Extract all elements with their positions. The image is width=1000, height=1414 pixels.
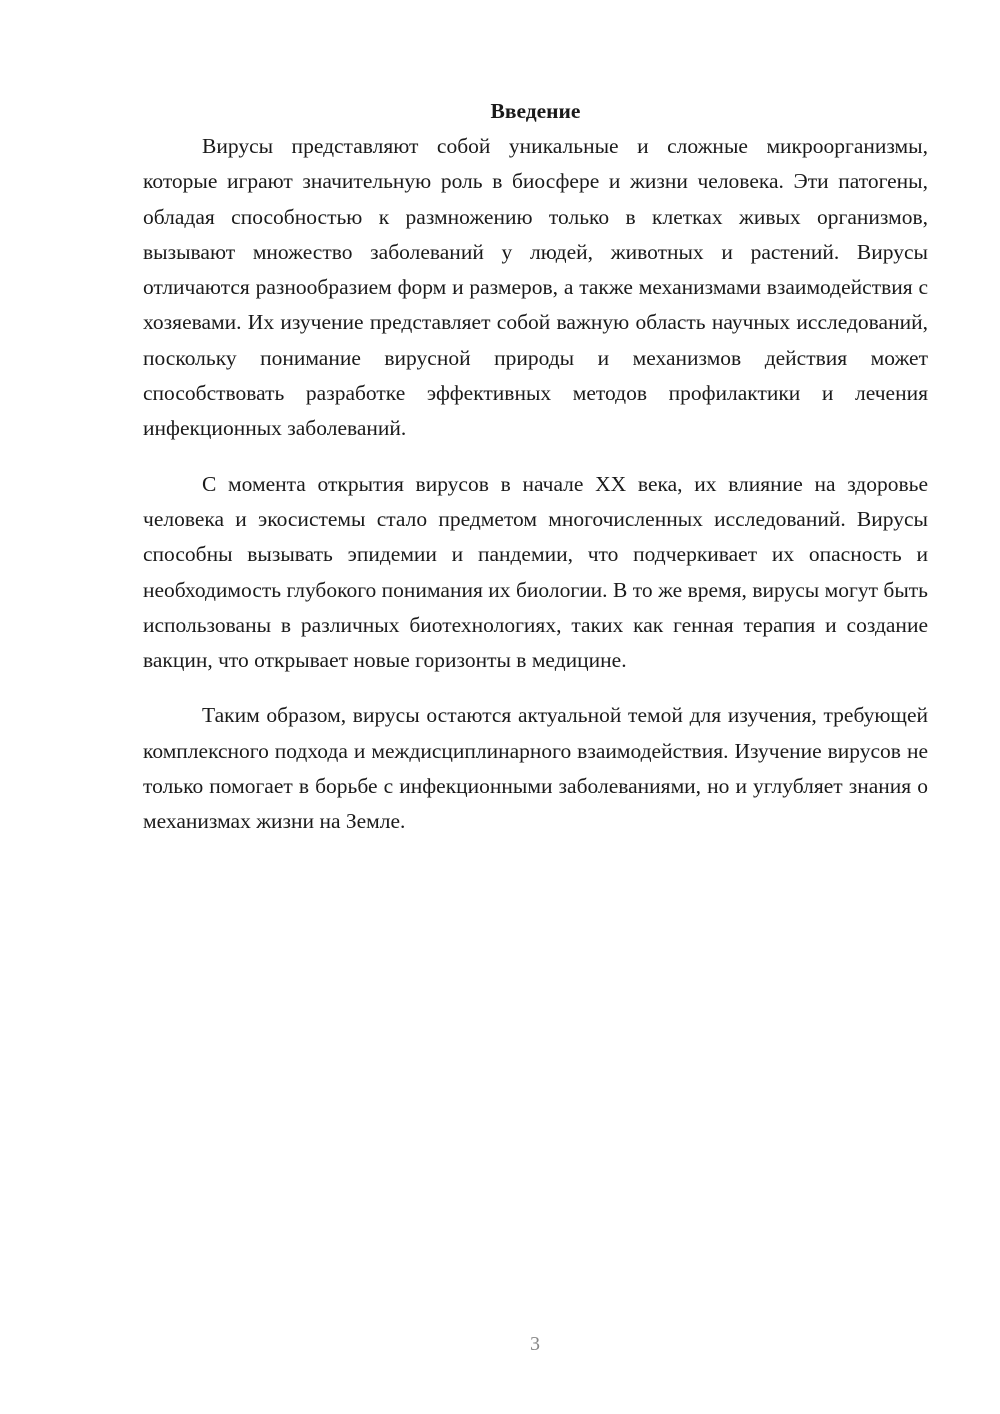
paragraph-2: С момента открытия вирусов в начале XX века, их влияние на здоровье человека и экосистемы стало предметом многочисленных исследований. Вирусы способны вызывать эпидемии и пандемии, что подчеркивает их опасность и необходимость глубокого понимания их биологии. В то же время, вирусы могут быть использованы в различных биотехнологиях, таких как генная терапия и создание вакцин, что открывает новые горизонты в медицине.: [143, 471, 928, 673]
paragraph-1: Вирусы представляют собой уникальные и сложные микроорганизмы, которые играют значительную роль в биосфере и жизни человека. Эти патогены, обладая способностью к размножению только в клетках живых организмов, вызывают множество заболеваний у людей, животных и растений. Вирусы отличаются разнообразием форм и размеров, а также механизмами взаимодействия с хозяевами. Их изучение представляет собой важную область научных исследований, поскольку понимание вирусной природы и механизмов действия может способствовать разработке эффективных методов профилактики и лечения инфекционных заболеваний.: [143, 134, 928, 441]
paragraph-3: Таким образом, вирусы остаются актуальной темой для изучения, требующей комплексного подхода и междисциплинарного взаимодействия. Изучение вирусов не только помогает в борьбе с инфекционными заболеваниями, но и углубляет знания о механизмах жизни на Земле.: [143, 703, 928, 834]
document-body: [143, 94, 928, 840]
section-title: Введение: [490, 99, 581, 123]
page-number: 3: [530, 1333, 540, 1355]
